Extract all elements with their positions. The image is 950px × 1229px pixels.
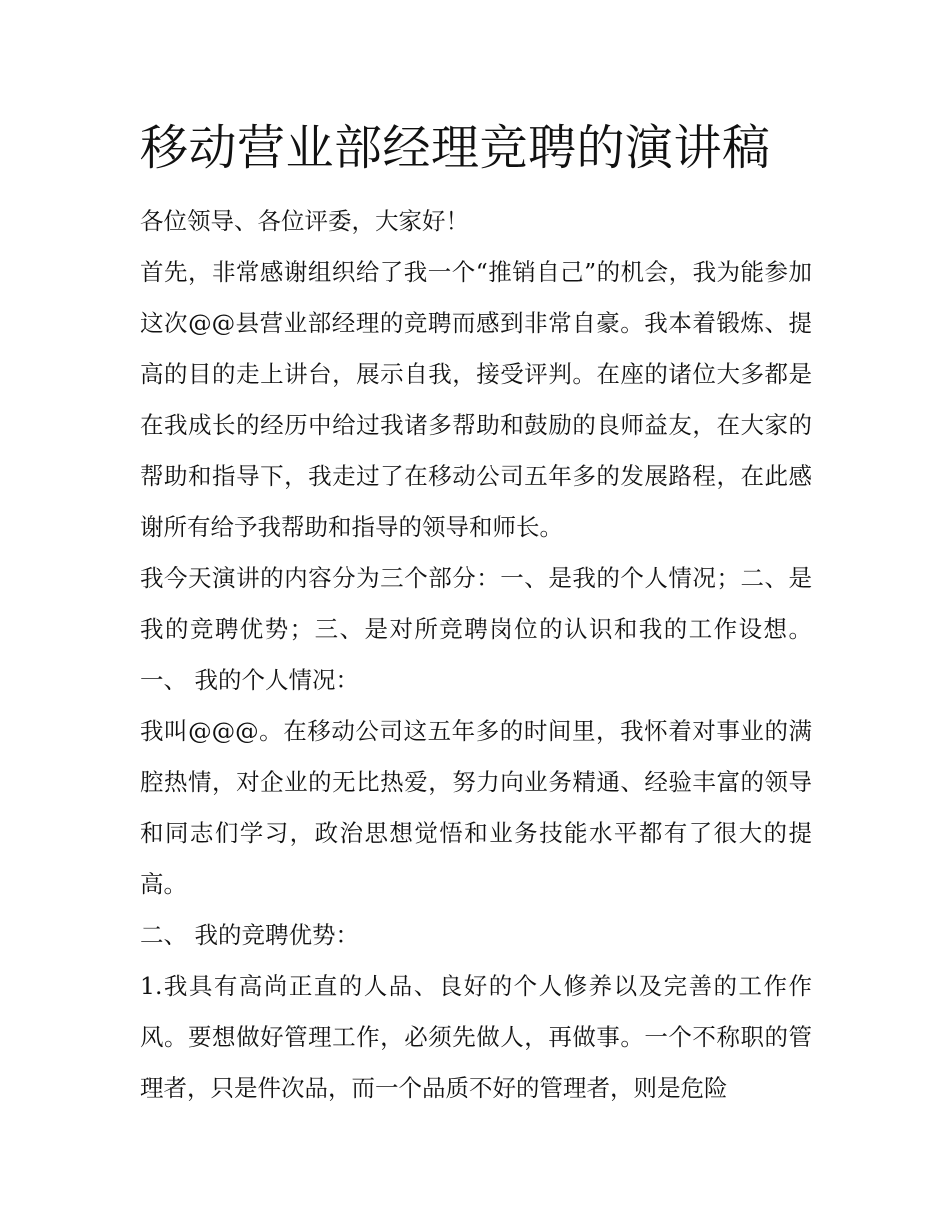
paragraph-outline: 我今天演讲的内容分为三个部分：一、是我的个人情况；二、是我的竞聘优势；三、是对所竞聘岗位的认识和我的工作设想。 一、 我的个人情况： bbox=[140, 564, 812, 694]
section-heading-advantages: 二、 我的竞聘优势： bbox=[140, 921, 359, 949]
paragraph-greeting: 各位领导、各位评委，大家好！ bbox=[140, 207, 469, 235]
paragraph-opening: 首先，非常感谢组织给了我一个“推销自己”的机会，我为能参加这次@@县营业部经理的竞聘而感到非常自豪。我本着锻炼、提高的目的走上讲台，展示自我，接受评判。在座的诸位大多都是在我成长的经历中给过我诸多帮助和鼓励的良师益友，在大家的帮助和指导下，我走过了在移动公司五年多的发展路程，在此感谢所有给予我帮助和指导的领导和师长。 bbox=[140, 258, 812, 541]
document-body bbox=[140, 118, 812, 1114]
document-title: 移动营业部经理竞聘的演讲稿 bbox=[140, 120, 771, 176]
paragraph-personal-info: 我叫@@@。在移动公司这五年多的时间里，我怀着对事业的满腔热情，对企业的无比热爱，努力向业务精通、经验丰富的领导和同志们学习，政治思想觉悟和业务技能水平都有了很大的提高。 bbox=[140, 717, 812, 898]
paragraph-advantage-1: 1.我具有高尚正直的人品、良好的个人修养以及完善的工作作风。要想做好管理工作，必须先做人，再做事。一个不称职的管理者，只是件次品，而一个品质不好的管理者，则是危险 bbox=[140, 972, 812, 1102]
